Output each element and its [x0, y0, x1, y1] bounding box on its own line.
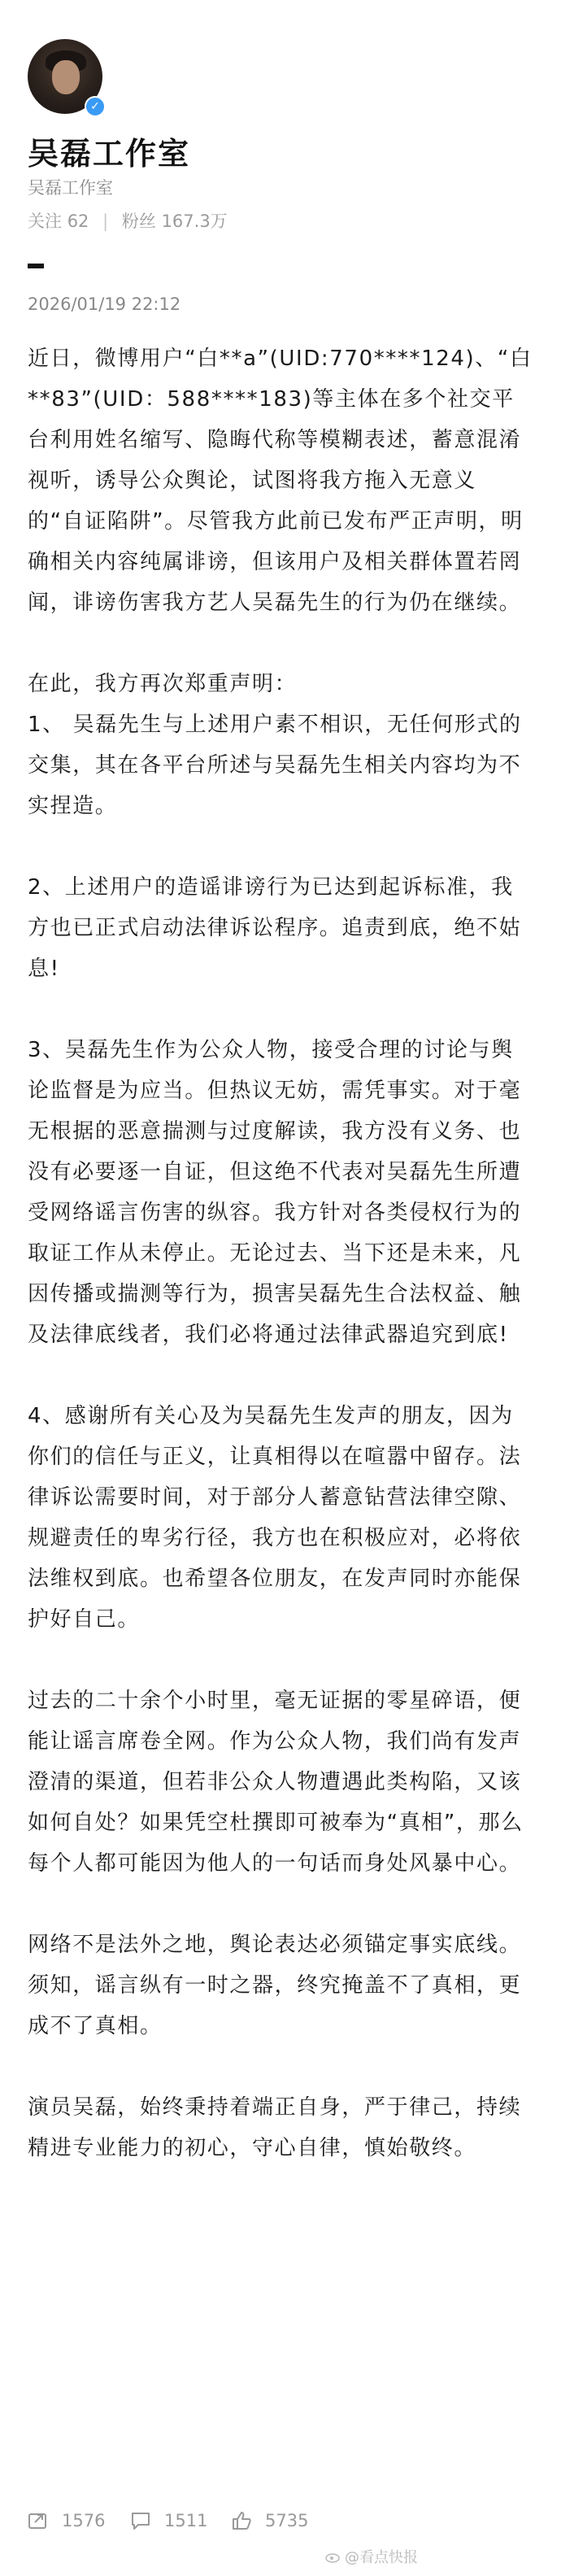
title-dash — [28, 264, 44, 268]
paragraph-gap — [28, 1355, 533, 1396]
post-paragraph-3: 1、 吴磊先生与上述用户素不相识，无任何形式的交集，其在各平台所述与吴磊先生相关内容均为不实捏造。 — [28, 713, 522, 818]
watermark-text: @看点快报 — [345, 2549, 418, 2566]
comment-count: 1511 — [164, 2511, 208, 2530]
paragraph-gap — [28, 826, 533, 867]
repost-button[interactable] — [28, 2510, 105, 2531]
following-count[interactable]: 62 — [67, 211, 89, 231]
post-paragraph-7: 过去的二十余个小时里，毫无证据的零星碎语，便能让谣言席卷全网。作为公众人物，我们尚有发声澄清的渠道，但若非公众人物遭遇此类构陷，又该如何自处？如果凭空杜撰即可被奉为“真相”，那么每个人都可能因为他人的一句话而身处风暴中心。 — [28, 1689, 524, 1876]
post-body — [28, 338, 533, 2168]
post-paragraph-8: 网络不是法外之地，舆论表达必须锚定事实底线。须知，谣言纵有一时之器，终究掩盖不了真相，更成不了真相。 — [28, 1933, 522, 2038]
post-paragraph-2: 在此，我方再次郑重声明： — [28, 672, 298, 696]
post-date: 2026/01/19 22:12 — [28, 294, 181, 314]
comment-icon — [130, 2510, 151, 2531]
following-label: 关注 — [28, 211, 62, 231]
avatar-face — [52, 60, 80, 94]
post-actions — [28, 2510, 533, 2543]
post-paragraph-9: 演员吴磊，始终秉持着端正自身，严于律己，持续精进专业能力的初心，守心自律，慎始敬终。 — [28, 2095, 522, 2160]
followers-count[interactable]: 167.3万 — [161, 211, 228, 231]
post-paragraph-4: 2、上述用户的造谣诽谤行为已达到起诉标准，我方也已正式启动法律诉讼程序。追责到底，绝不姑息! — [28, 875, 522, 981]
avatar[interactable] — [28, 39, 102, 114]
profile-header — [28, 39, 102, 114]
follow-stats — [28, 208, 228, 233]
weibo-logo-icon — [325, 2550, 341, 2563]
paragraph-gap — [28, 1884, 533, 1924]
post-paragraph-1: 近日，微博用户“白**a”(UID:770****124)、“白**83”(UID：588****183)等主体在多个社交平台利用姓名缩写、隐晦代称等模糊表述，蓄意混淆视听，诱导公众舆论，试图将我方拖入无意义的“自证陷阱”。尽管我方此前已发布严正声明，明确相关内容纯属诽谤，但该用户及相关群体置若罔闻，诽谤伤害我方艺人吴磊先生的行为仍在继续。 — [28, 347, 533, 615]
paragraph-gap — [28, 1640, 533, 1680]
stats-divider: | — [102, 211, 109, 231]
like-count: 5735 — [265, 2511, 309, 2530]
account-subtitle: 吴磊工作室 — [28, 178, 113, 198]
like-button[interactable] — [231, 2510, 308, 2531]
paragraph-gap — [28, 2046, 533, 2087]
thumbs-up-icon — [231, 2510, 252, 2531]
post-paragraph-5: 3、吴磊先生作为公众人物，接受合理的讨论与舆论监督是为应当。但热议无妨，需凭事实。对于毫无根据的恶意揣测与过度解读，我方没有义务、也没有必要逐一自证，但这绝不代表对吴磊先生所遭受网络谣言伤害的纵容。我方针对各类侵权行为的取证工作从未停止。无论过去、当下还是未来，凡因传播或揣测等行为，损害吴磊先生合法权益、触及法律底线者，我们必将通过法律武器追究到底! — [28, 1038, 522, 1347]
verified-badge-icon: ✓ — [85, 96, 106, 117]
comment-button[interactable] — [130, 2510, 207, 2531]
repost-icon — [28, 2510, 49, 2531]
paragraph-gap — [28, 623, 533, 664]
source-watermark — [325, 2546, 418, 2567]
repost-count: 1576 — [62, 2511, 106, 2530]
paragraph-gap — [28, 989, 533, 1030]
account-name[interactable]: 吴磊工作室 — [28, 136, 191, 172]
followers-label: 粉丝 — [121, 211, 156, 231]
post-paragraph-6: 4、感谢所有关心及为吴磊先生发声的朋友，因为你们的信任与正义，让真相得以在喧嚣中留存。法律诉讼需要时间，对于部分人蓄意钻营法律空隙、规避责任的卑劣行径，我方也在积极应对，必将依法维权到底。也希望各位朋友，在发声同时亦能保护好自己。 — [28, 1404, 522, 1632]
